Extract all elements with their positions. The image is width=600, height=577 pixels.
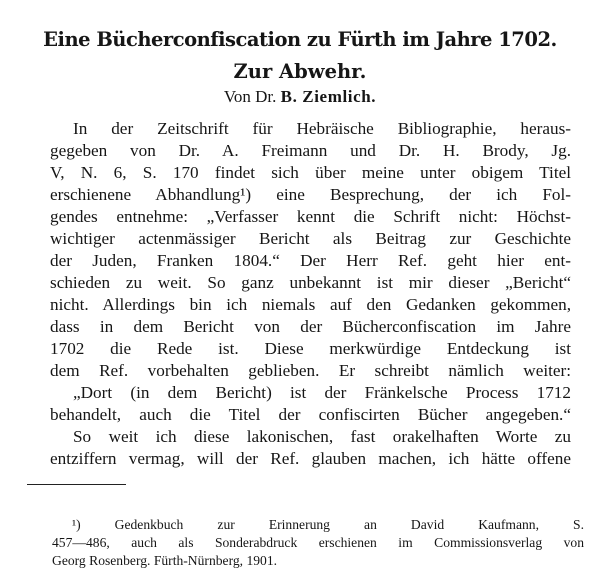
body-line: gendes entnehme: „Verfasser kennt die Schrift nicht: Höchst- xyxy=(50,207,571,226)
author-name: B. Ziemlich. xyxy=(280,87,377,106)
body-line: V, N. 6, S. 170 findet sich über meine unter obigem Titel xyxy=(50,163,571,182)
author-line xyxy=(0,86,600,108)
body-line: behandelt, auch die Titel der confiscirten Bücher angegeben.“ xyxy=(50,405,571,424)
body-line: „Dort (in dem Bericht) ist der Fränkelsche Process 1712 xyxy=(73,383,571,402)
body-line: gegeben von Dr. A. Freimann und Dr. H. Brody, Jg. xyxy=(50,141,571,160)
body-line: In der Zeitschrift für Hebräische Bibliographie, heraus- xyxy=(73,119,571,138)
body-line: dem Ref. vorbehalten geblieben. Er schreibt nämlich weiter: xyxy=(50,361,571,380)
article-subtitle: Zur Abwehr. xyxy=(233,60,367,83)
footnote-line: 457—486, auch als Sonderabdruck erschienen im Commissionsverlag von xyxy=(52,535,584,550)
body-line: dass in dem Bericht von der Bücherconfiscation im Jahre xyxy=(50,317,571,336)
body-line: erschienene Abhandlung¹) eine Besprechung, der ich Fol- xyxy=(50,185,571,204)
body-line: nicht. Allerdings bin ich niemals auf den Gedanken gekommen, xyxy=(50,295,571,314)
body-line: 1702 die Rede ist. Diese merkwürdige Entdeckung ist xyxy=(50,339,571,358)
footnote-line: ¹) Gedenkbuch zur Erinnerung an David Kaufmann, S. xyxy=(72,517,584,532)
article-title: Eine Bücherconfiscation zu Fürth im Jahre 1702. xyxy=(43,28,557,51)
body-line: der Juden, Franken 1804.“ Der Herr Ref. geht hier ent- xyxy=(50,251,571,270)
body-line: entziffern vermag, will der Ref. glauben machen, ich hätte offene xyxy=(50,449,571,468)
footnote-line: Georg Rosenberg. Fürth-Nürnberg, 1901. xyxy=(52,553,278,568)
body-line: wichtiger actenmässiger Bericht als Beitrag zur Geschichte xyxy=(50,229,571,248)
body-line: schieden zu weit. So ganz unbekannt ist mir dieser „Bericht“ xyxy=(50,273,571,292)
body-line: So weit ich diese lakonischen, fast orakelhaften Worte zu xyxy=(73,427,571,446)
author-prefix: Von Dr. xyxy=(223,87,277,106)
footnote-separator xyxy=(27,484,126,485)
